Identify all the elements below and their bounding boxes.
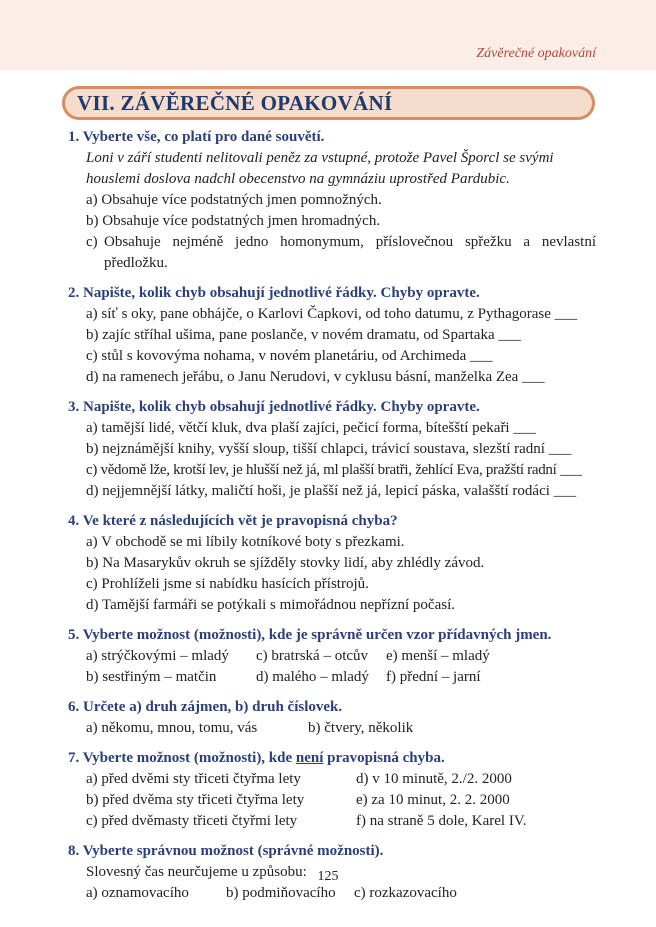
task-7-row-3 xyxy=(86,811,596,832)
task-2-line-d: d) na ramenech jeřábu, o Janu Nerudovi, v cyklusu básní, manželka Zea ___ xyxy=(86,369,545,385)
task-3-line-b: b) nejznámější knihy, vyšší sloup, tišší chlapci, trávicí soustava, slezští radní ___ xyxy=(86,441,572,457)
task-5 xyxy=(68,625,596,688)
task-8-option-b: b) podmiňovacího xyxy=(226,885,336,901)
task-5-row-2 xyxy=(86,667,596,688)
task-8-option-a: a) oznamovacího xyxy=(86,885,189,901)
task-3-question: 3. Napište, kolik chyb obsahují jednotlivé řádky. Chyby opravte. xyxy=(68,399,480,415)
task-1-option-c-label: c) xyxy=(86,234,98,250)
task-6-question: 6. Určete a) druh zájmen, b) druh číslovek. xyxy=(68,699,343,715)
task-8-option-c: c) rozkazovacího xyxy=(354,885,457,901)
task-5-option-e: e) menší – mladý xyxy=(386,648,490,664)
task-1-sentence-line-2: houslemi doslova nadchl obecenstvo na gymnáziu uprostřed Pardubic. xyxy=(86,171,510,187)
task-3-line-a: a) tamější lidé, větčí kluk, dva plaší zajíci, pečicí forma, bítešští pekaři ___ xyxy=(86,420,536,436)
task-8-options-row xyxy=(86,883,596,904)
task-1-option-a: a) Obsahuje více podstatných jmen pomnožných. xyxy=(86,192,382,208)
task-2-line-a: a) síť s oky, pane obhájče, o Karlovi Čapkovi, od toho datumu, z Pythagorase ___ xyxy=(86,306,578,322)
task-1-sentence-line-1: Loni v září studenti nelitovali peněz za vstupné, protože Pavel Šporcl se svými xyxy=(86,150,554,166)
task-7-question-end: pravopisná chyba. xyxy=(323,750,445,766)
task-4-line-a: a) V obchodě se mi líbily kotníkové boty s přezkami. xyxy=(86,534,405,550)
task-7-option-f: f) na straně 5 dole, Karel IV. xyxy=(356,813,527,829)
task-6 xyxy=(68,697,596,739)
exercise-list xyxy=(68,127,596,913)
task-8-prompt: Slovesný čas neurčujeme u způsobu: xyxy=(86,864,307,880)
task-2-line-b: b) zajíc stříhal ušima, pane poslanče, v novém dramatu, od Spartaka ___ xyxy=(86,327,521,343)
task-5-option-a: a) strýčkovými – mladý xyxy=(86,648,229,664)
task-7-option-e: e) za 10 minut, 2. 2. 2000 xyxy=(356,792,510,808)
task-1-option-c xyxy=(86,232,596,274)
task-7-row-1 xyxy=(86,769,596,790)
task-1 xyxy=(68,127,596,274)
task-5-option-c: c) bratrská – otcův xyxy=(256,648,369,664)
task-4-line-b: b) Na Masarykův okruh se sjížděly stovky lidí, aby zhlédly závod. xyxy=(86,555,485,571)
task-7-option-c: c) před dvěmasty třiceti čtyřmi lety xyxy=(86,813,298,829)
task-8-question: 8. Vyberte správnou možnost (správné možnosti). xyxy=(68,843,384,859)
chapter-title-box xyxy=(62,86,595,120)
task-1-question: 1. Vyberte vše, co platí pro dané souvětí. xyxy=(68,129,325,145)
task-4-line-d: d) Tamější farmáři se potýkali s mimořádnou nepřízní počasí. xyxy=(86,597,455,613)
page-number: 125 xyxy=(317,869,339,884)
task-5-question: 5. Vyberte možnost (možnosti), kde je správně určen vzor přídavných jmen. xyxy=(68,627,552,643)
task-5-option-d: d) malého – mladý xyxy=(256,669,369,685)
task-2-line-c: c) stůl s kovovýma nohama, v novém planetáriu, od Archimeda ___ xyxy=(86,348,493,364)
task-6-part-b: b) čtvery, několik xyxy=(308,720,414,736)
task-5-row-1 xyxy=(86,646,596,667)
task-4-question: 4. Ve které z následujících vět je pravopisná chyba? xyxy=(68,513,398,529)
task-4-line-c: c) Prohlíželi jsme si nabídku hasících přístrojů. xyxy=(86,576,369,592)
task-2-question: 2. Napište, kolik chyb obsahují jednotlivé řádky. Chyby opravte. xyxy=(68,285,480,301)
task-5-option-f: f) přední – jarní xyxy=(386,669,481,685)
task-1-option-c-line-2: předložku. xyxy=(104,255,168,271)
task-7-option-a: a) před dvěmi sty třiceti čtyřma lety xyxy=(86,771,301,787)
task-7-option-d: d) v 10 minutě, 2./2. 2000 xyxy=(356,771,512,787)
task-3 xyxy=(68,397,596,502)
task-7-option-b: b) před dvěma sty třiceti čtyřma lety xyxy=(86,792,305,808)
task-7 xyxy=(68,748,596,832)
task-6-part-a: a) někomu, mnou, tomu, vás xyxy=(86,720,258,736)
task-1-option-b: b) Obsahuje více podstatných jmen hromadných. xyxy=(86,213,381,229)
task-6-row xyxy=(86,718,596,739)
chapter-title: VII. ZÁVĚREČNÉ OPAKOVÁNÍ xyxy=(77,90,393,115)
task-7-question-negation: není xyxy=(295,750,324,766)
task-4 xyxy=(68,511,596,616)
task-7-row-2 xyxy=(86,790,596,811)
task-5-option-b: b) sestřiným – matčin xyxy=(86,669,217,685)
running-head: Závěrečné opakování xyxy=(476,46,596,61)
task-2 xyxy=(68,283,596,388)
task-1-option-c-line-1: Obsahuje nejméně jedno homonymum, příslovečnou spřežku a nevlastní xyxy=(104,234,596,250)
task-3-line-d: d) nejjemnější látky, maličtí hoši, je plašší než já, lepicí páska, valašští rodáci ___ xyxy=(86,483,577,499)
task-3-line-c: c) vědomě lže, krotší lev, je hlušší než já, ml plašší bratři, žehlící Eva, pražští radní ___ xyxy=(86,462,582,478)
task-7-question xyxy=(68,748,596,769)
task-7-question-start: 7. Vyberte možnost (možnosti), kde xyxy=(68,750,296,766)
